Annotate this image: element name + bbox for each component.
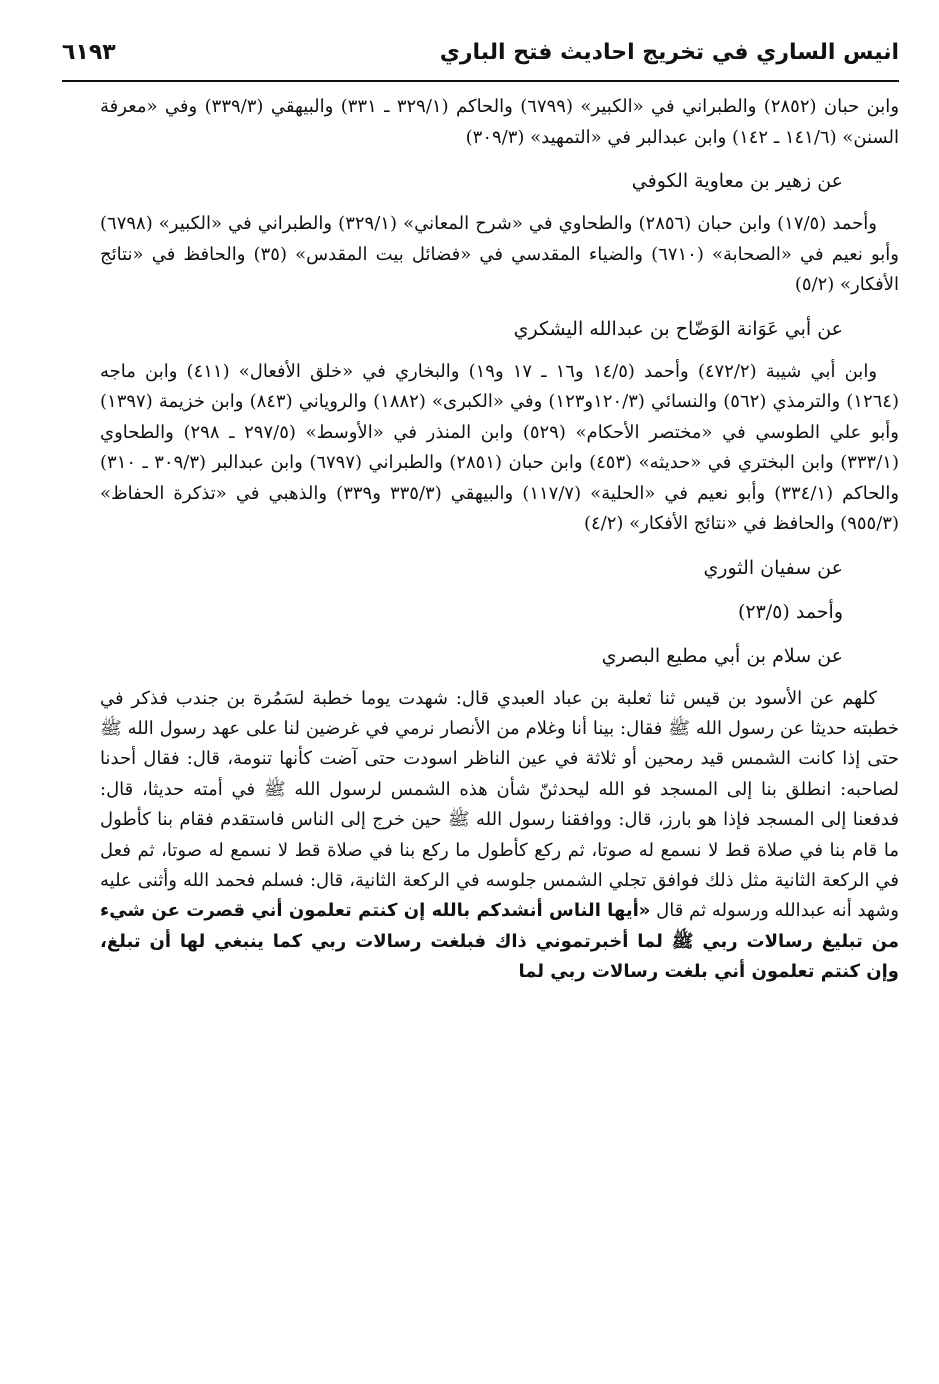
paragraph-2: وأحمد (١٧/٥) وابن حبان (٢٨٥٦) والطحاوي في «شرح المعاني» (٣٢٩/١) والطبراني في «الكبير» (٦٧٩٨) وأبو نعيم في «الصحابة» (٦٧١٠) والضياء المقدسي في «فضائل بيت المقدس» (٣٥) والحافظ في «نتائج الأفكار» (٥/٢)	[100, 213, 899, 295]
hadith-narrative: كلهم عن الأسود بن قيس ثنا ثعلبة بن عباد العبدي قال: شهدت يوما خطبة لسَمُرة بن جندب فذكر في خطبته حديثا عن رسول الله ﷺ فقال: بينا أنا وغلام من الأنصار نرمي في غرضين لنا على عهد رسول الله ﷺ حتى إذا كانت الشمس قيد رمحين أو ثلاثة في عين الناظر اسودت حتى آضت كأنها تنومة، قال: فقال أحدنا لصاحبه: انطلق بنا إلى المسجد فو الله ليحدثنّ شأن هذه الشمس لرسول الله ﷺ في أمته حديثا، قال: فدفعنا إلى المسجد فإذا هو بارز، قال: ووافقنا رسول الله ﷺ حين خرج إلى الناس فاستقدم فقام بنا كأطول ما قام بنا في صلاة قط لا نسمع له صوتا، ثم ركع كأطول ما ركع بنا في صلاة قط لا نسمع له صوتا، ثم فعل في الركعة الثانية مثل ذلك فوافق تجلي الشمس جلوسه في الركعة الثانية، قال: فسلم فحمد الله وأثنى عليه وشهد أنه عبدالله ورسوله ثم قال	[100, 687, 899, 922]
narrator-heading-1: عن زهير بن معاوية الكوفي	[631, 170, 843, 192]
reference-line: وأحمد (٢٣/٥)	[737, 600, 843, 623]
paragraph-1: وابن حبان (٢٨٥٢) والطبراني في «الكبير» (٦٧٩٩) والحاكم (٣٢٩/١ ـ ٣٣١) والبيهقي (٣٣٩/٣) وفي «معرفة السنن» (١٤١/٦ ـ ١٤٢) وابن عبدالبر في «التمهيد» (٣٠٩/٣)	[100, 96, 900, 148]
narrator-heading-4: عن سلام بن أبي مطيع البصري	[601, 644, 843, 667]
narrator-heading-3: عن سفيان الثوري	[703, 556, 843, 579]
page-body	[100, 92, 899, 1000]
hadith-paragraph	[100, 684, 899, 988]
narrator-heading-2: عن أبي عَوَانة الوَضّاح بن عبدالله اليشكري	[513, 317, 843, 340]
hadith-quote: «أيها الناس أنشدكم بالله إن كنتم تعلمون أني قصرت عن شيء من تبليغ رسالات ربي ﷺ لما أخبرتموني ذاك فبلغت رسالات ربي كما ينبغي لها أن تبلغ، وإن كنتم تعلمون أني بلغت رسالات ربي لما	[100, 900, 899, 983]
page-header	[62, 36, 899, 82]
page-number: ٦١٩٣	[62, 40, 116, 65]
running-title: انيس الساري في تخريج احاديث فتح الباري	[439, 40, 899, 65]
paragraph-3: وابن أبي شيبة (٤٧٢/٢) وأحمد (١٤/٥ و١٦ ـ ١٧ و١٩) والبخاري في «خلق الأفعال» (٤١١) وابن ماجه (١٢٦٤) والترمذي (٥٦٢) والنسائي (١٢٠/٣و١٢٣) وفي «الكبرى» (١٨٨٢) والروياني (٨٤٣) وابن خزيمة (١٣٩٧) وأبو علي الطوسي في «مختصر الأحكام» (٥٢٩) وابن المنذر في «الأوسط» (٢٩٧/٥ ـ ٢٩٨) والطحاوي (٣٣٣/١) وابن البختري في «حديثه» (٤٥٣) وابن حبان (٢٨٥١) والطبراني (٦٧٩٧) وابن عبدالبر (٣٠٩/٣ ـ ٣١٠) والحاكم (٣٣٤/١) وأبو نعيم في «الحلية» (١١٧/٧) والبيهقي (٣٣٥/٣ و٣٣٩) والذهبي في «تذكرة الحفاظ» (٩٥٥/٣) والحافظ في «نتائج الأفكار» (٤/٢)	[100, 360, 900, 534]
